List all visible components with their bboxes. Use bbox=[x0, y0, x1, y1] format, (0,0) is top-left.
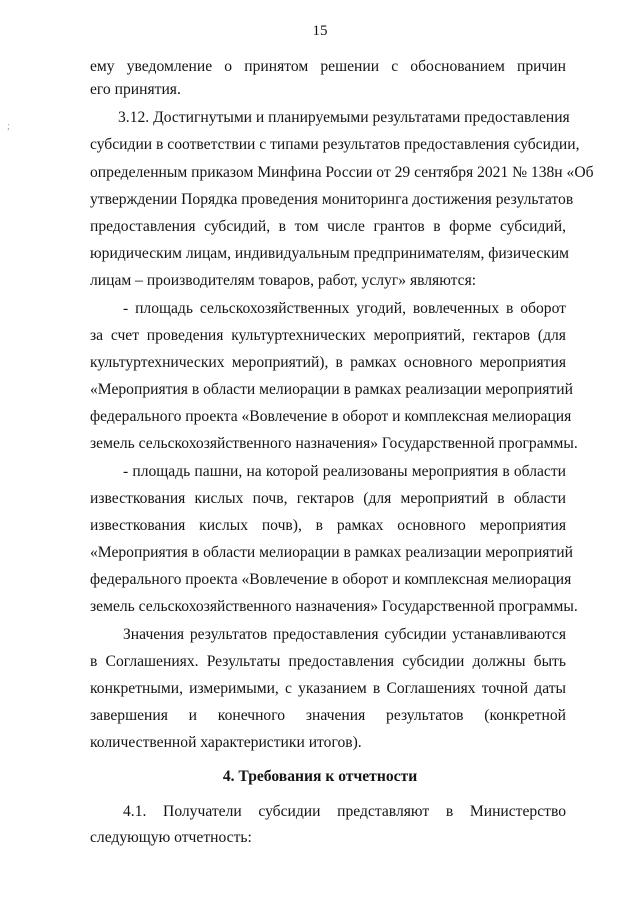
text-line: федерального проекта «Вовлечение в оборот и комплексная мелиорация bbox=[90, 408, 572, 425]
text-line: в Соглашениях. Результаты предоставления субсидии должны быть bbox=[90, 653, 566, 670]
text-line: 4.1. Получатели субсидии представляют в Министерство bbox=[123, 803, 566, 820]
text-line: юридическим лицам, индивидуальным предпринимателям, физическим bbox=[90, 245, 570, 262]
text-line: его принятия. bbox=[90, 81, 181, 98]
section-heading: 4. Требования к отчетности bbox=[222, 768, 418, 785]
text-line: конкретными, измеримыми, с указанием в Соглашениях точной даты bbox=[90, 680, 566, 697]
margin-mark: ; bbox=[7, 121, 10, 132]
text-line: предоставления субсидий, в том числе грантов в форме субсидий, bbox=[90, 218, 566, 235]
text-line: федерального проекта «Вовлечение в оборот и комплексная мелиорация bbox=[90, 571, 572, 588]
text-line: - площадь сельскохозяйственных угодий, вовлеченных в оборот bbox=[123, 300, 566, 317]
page-number: 15 bbox=[312, 23, 328, 39]
text-line: - площадь пашни, на которой реализованы мероприятия в области bbox=[123, 463, 566, 480]
text-line: количественной характеристики итогов). bbox=[90, 734, 362, 751]
text-line: завершения и конечного значения результатов (конкретной bbox=[90, 707, 566, 724]
text-line: утверждении Порядка проведения мониторинга достижения результатов bbox=[90, 191, 574, 208]
text-line: известкования кислых почв, гектаров (для мероприятий в области bbox=[90, 490, 566, 507]
text-line: следующую отчетность: bbox=[90, 829, 252, 846]
text-line: ему уведомление о принятом решении с обоснованием причин bbox=[90, 58, 566, 75]
text-line: лицам – производителям товаров, работ, услуг» являются: bbox=[90, 272, 477, 289]
text-line: Значения результатов предоставления субсидии устанавливаются bbox=[123, 626, 566, 643]
text-line: земель сельскохозяйственного назначения» Государственной программы. bbox=[90, 598, 578, 615]
text-line: известкования кислых почв), в рамках основного мероприятия bbox=[90, 517, 566, 534]
text-line: земель сельскохозяйственного назначения» Государственной программы. bbox=[90, 435, 578, 452]
text-line: «Мероприятия в области мелиорации в рамках реализации мероприятий bbox=[90, 381, 573, 398]
text-line: культуртехнических мероприятий), в рамках основного мероприятия bbox=[90, 354, 566, 371]
text-line: 3.12. Достигнутыми и планируемыми результатами предоставления bbox=[118, 109, 570, 126]
text-line: субсидии в соответствии с типами результатов предоставления субсидии, bbox=[90, 136, 580, 153]
text-line: определенным приказом Минфина России от 29 сентября 2021 № 138н «Об bbox=[90, 164, 594, 181]
text-line: за счет проведения культуртехнических мероприятий, гектаров (для bbox=[90, 327, 566, 344]
text-line: «Мероприятия в области мелиорации в рамках реализации мероприятий bbox=[90, 544, 573, 561]
